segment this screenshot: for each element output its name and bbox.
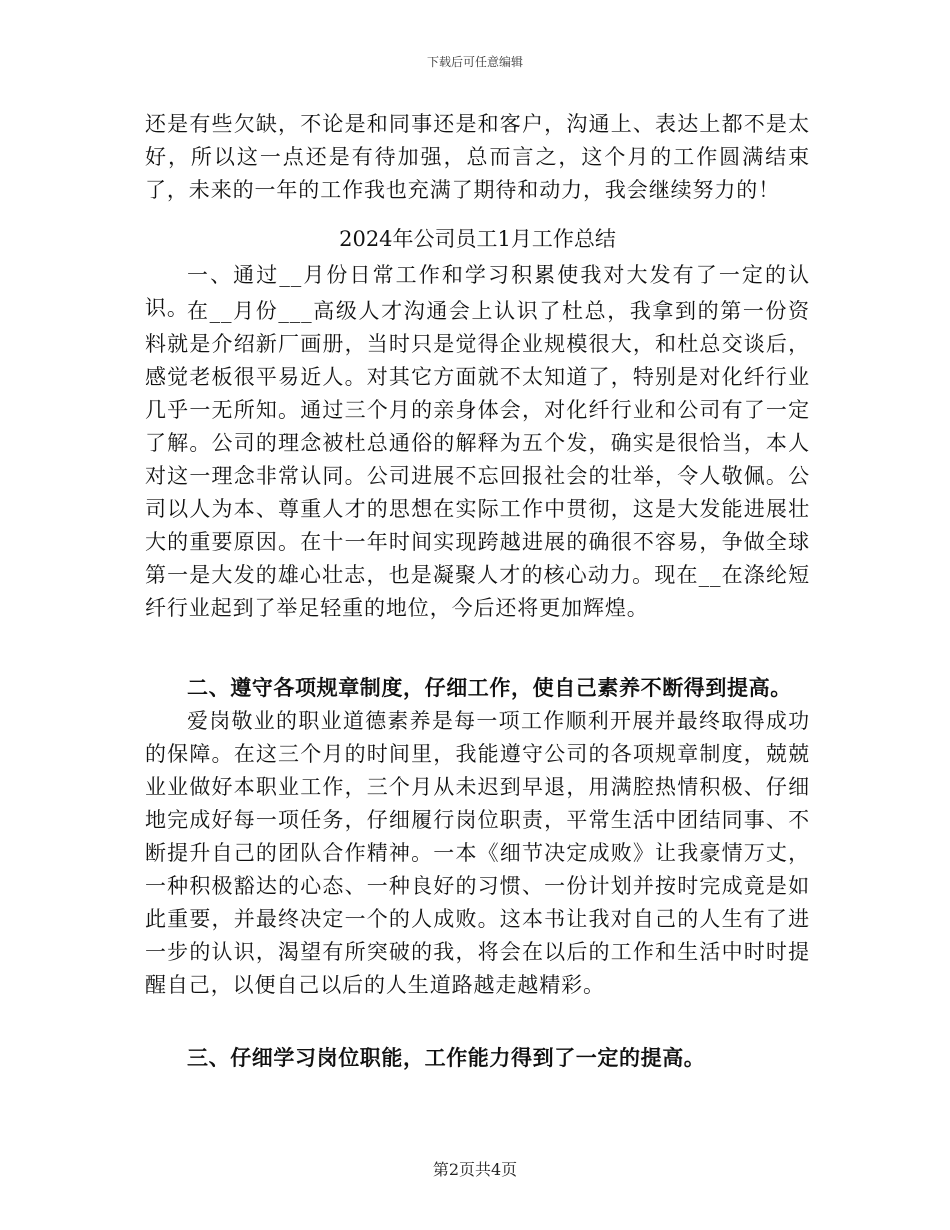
document-title: 2024年公司员工1月工作总结 (339, 227, 616, 251)
page-footer: 第2页共4页 (432, 1160, 518, 1179)
header-note: 下载后可任意编辑 (426, 55, 523, 69)
section-2-heading: 二、遵守各项规章制度，仔细工作，使自己素养不断得到提高。 (187, 675, 792, 700)
section-1-intro: 一、通过__月份日常工作和学习积累使我对大发有了一定的认识。 (145, 263, 810, 320)
paragraph-continued: 还是有些欠缺，不论是和同事还是和客户，沟通上、表达上都不是太好，所以这一点还是有待加强，总而言之，这个月的工作圆满结束了，未来的一年的工作我也充满了期待和动力，我会继续努力的！ (145, 112, 810, 202)
section-1-body: 在__月份___高级人才沟通会上认识了杜总，我拿到的第一份资料就是介绍新厂画册，当时只是觉得企业规模很大，和杜总交谈后，感觉老板很平易近人。对其它方面就不太知道了，特别是对化纤行业几乎一无所知。通过三个月的亲身体会，对化纤行业和公司有了一定了解。公司的理念被杜总通俗的解释为五个发，确实是很恰当，本人对这一理念非常认同。公司进展不忘回报社会的壮举，令人敬佩。公司以人为本、尊重人才的思想在实际工作中贯彻，这是大发能进展壮大的重要原因。在十一年时间实现跨越进展的确很不容易，争做全球第一是大发的雄心壮志，也是凝聚人才的核心动力。现在__在涤纶短纤行业起到了举足轻重的地位，今后还将更加辉煌。 (145, 299, 810, 620)
section-2-body: 爱岗敬业的职业道德素养是每一项工作顺利开展并最终取得成功的保障。在这三个月的时间里，我能遵守公司的各项规章制度，兢兢业业做好本职业工作，三个月从未迟到早退，用满腔热情积极、仔细地完成好每一项任务，仔细履行岗位职责，平常生活中团结同事、不断提升自己的团队合作精神。一本《细节决定成败》让我豪情万丈，一种积极豁达的心态、一种良好的习惯、一份计划并按时完成竟是如此重要，并最终决定一个的人成败。这本书让我对自己的人生有了进一步的认识，渴望有所突破的我，将会在以后的工作和生活中时时提醒自己，以便自己以后的人生道路越走越精彩。 (145, 709, 810, 997)
section-3-heading: 三、仔细学习岗位职能，工作能力得到了一定的提高。 (187, 1045, 706, 1070)
